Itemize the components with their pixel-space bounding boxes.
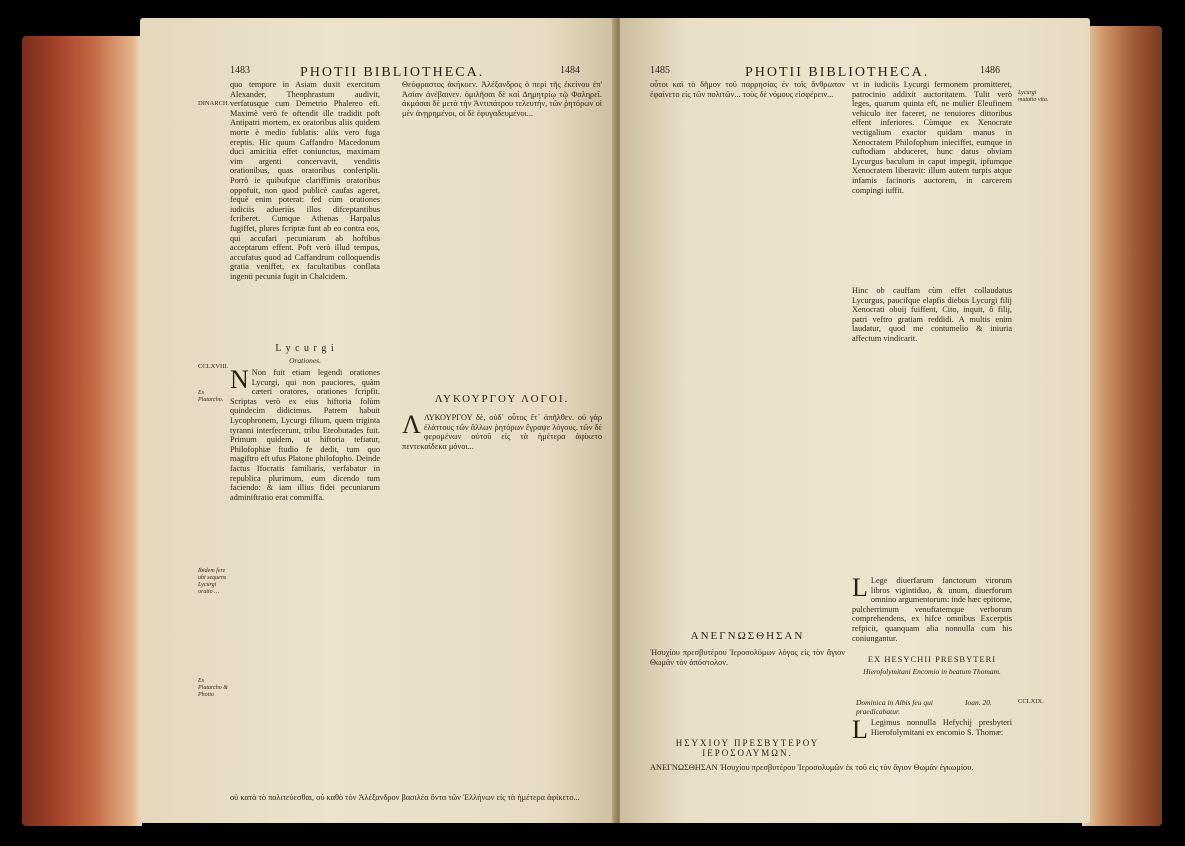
left-footer-text: οὐ κατὰ τὸ πολιτεύεσθαι, οὐ καθὸ τὸν Ἀλέξανδρον βασιλέα ὄντα τῶν Ἑλλήνων εἰς τὰ ἡμέτερα ἀφίκετο... bbox=[230, 793, 580, 802]
right-col2-number: 1486 bbox=[980, 65, 1000, 76]
right-running-head: PHOTII BIBLIOTHECA. bbox=[745, 65, 930, 80]
right-footer-text: ΑΝΕΓΝΩΣΘΗΣΑΝ Ἡσυχίου πρεσβυτέρου Ἱεροσολυμῶν ἐκ τοῦ εἰς τὸν ἅγιον Θωμᾶν ἐγκωμίου. bbox=[650, 763, 974, 772]
right-latin-column-4 bbox=[852, 715, 1012, 758]
right-greek-heading-2: ΗΣΥΧΙΟΥ ΠΡΕΣΒΥΤΕΡΟΥ ΙΕΡΟΣΟΛΥΜΩΝ. bbox=[675, 738, 820, 758]
ex-hesychii-subtitle: Hierofolymitani Encomio in beatum Thomam. bbox=[863, 667, 1001, 676]
left-col2-number: 1484 bbox=[560, 65, 580, 76]
left-running-head: PHOTII BIBLIOTHECA. bbox=[300, 65, 485, 80]
left-latin-para2: N Non fuit etiam legendi orationes Lycurgi, qui non pauciores, quàm cæteri oratores, orationes fcripfit. Scriptas verò ex eius hiftoria folùm quindecim didicimus. Patrem habuit Lycophronem, Lycurgi filium, quem triginta tyranni interfecerunt, tribu Eteobutades fuit. Primum quidem, ut hiftoria tefiatur, Philofophiæ ftudio fe dedit, tum quo magiftro eft ufus Platone philofopho. Deinde factus Ifocratis familiaris, verfabatur in republica plurimum, eum dicendo tum faciendo: & iam illius fidei pecuniarum adminiftratio erat commiffa. bbox=[230, 365, 380, 502]
right-greek-text-2: Ἡσυχίου πρεσβυτέρου Ἱεροσολύμων λόγος εἰς τὸν ἅγιον Θωμᾶν τὸν ἀπόστολον. bbox=[650, 648, 845, 667]
right-latin-para2: Hinc ob cauffam cùm effet collaudatus Lycurgus, paucifque elapfis diebus Lycurgi filij Xenocrati obuij fuiffent, Cito, inquit, ô filij, patri veftro gratiam reddidi. A multis enim laudatur, quod me contumelio & iniuria affectum vindicarit. bbox=[852, 286, 1012, 343]
right-latin-para3: L Lege diuerfarum fanctorum virorum libros vigintiduo, & unum, diuerforum omnino argumentorum: inde hæc epitome, pulcherrimum venuftatemque verborum comprehendens, ex hifce omnibus Excerptis refpicit, quanquam alia nonnulla cum his coniungantur. bbox=[852, 573, 1012, 643]
dropcap-n: N bbox=[230, 365, 249, 394]
left-page-edges bbox=[22, 36, 142, 826]
margin-note-ibidem: Ibidem fere ubi sequens Lycurgi oratio … bbox=[198, 568, 227, 595]
right-latin-column-2 bbox=[852, 286, 1012, 566]
dropcap-lambda: Λ bbox=[402, 410, 421, 439]
book-spread bbox=[22, 6, 1162, 838]
margin-ex-plutarcho: Ex Plutarcho. bbox=[198, 390, 224, 403]
left-col1-number: 1483 bbox=[230, 65, 250, 76]
lycurgi-title: L y c u r g i bbox=[275, 343, 335, 354]
right-latin-para1: vt in iudiciis Lycurgi fermonem promitteret, patrocinio addixit auctoritatem. Tulit verò leges, quarum quinta eft, ne mulier Eleufinem vehiculo iter faceret, ne tenuiores dittoribus effent inferiores. Cùmque ex Xenocrate vectigalium exactor quidam manus in Xenocratem Philofophum inieciffet, eumque in cuftodiam abduceret, hunc datus obviam Lycurgus baculum in caput impegit, ipfumque Xenocratem liberavit: illum autem turpis atque infamis facinoris auctorem, in carcerem compingi iuffit. bbox=[852, 80, 1012, 195]
rubric: Dominica in Albis feu qui praedicabatur. bbox=[856, 698, 933, 716]
margin-lycurgi: Lycurgi mutatio vita. bbox=[1018, 90, 1049, 103]
right-page bbox=[620, 18, 1090, 823]
left-greek-column bbox=[402, 80, 602, 380]
margin-note-plutarch-photio: Ex Plutarcho & Photio bbox=[198, 678, 228, 698]
lycurgi-subtitle: Orationes. bbox=[289, 356, 321, 365]
dropcap-l-2: L bbox=[852, 715, 868, 744]
right-greek-heading-1: ΑΝΕΓΝΩΣΘΗΣΑΝ bbox=[690, 630, 805, 642]
ex-hesychii-heading: EX HESYCHII PRESBYTERI bbox=[867, 654, 997, 664]
left-latin-para1: quo tempore in Asiam duxit exercitum Alexander, Theophrastum audivit, verfatusque cum Demetrio Phalereo eft. Maximè verò fe oftendit ille tradidit poft Antipatri mortem, ex oratoribus aliis quidem morte è medio fublatis: aliis vero fuga ereptis. Hic quum Caffandro Macedonum duci amicitia effet coniunctus, maximam vim argenti concervavit, venditis orationibus, quas oratoribus conferiplit. Porrò ie quibufque clariffimis oratoribus oppofuit, non quod publicè caufas ageret, fequè enim poterat: fed cùm orationes iudiciis adueriùs illos difceptantibus fcriberet. Cumque Athenas Harpalus fugiffet, plures fcriptæ funt ab eo contra eos, qui accufari pecuniarum ab hoftibus acceptarum effent. Poft verò illud tempus, accufatus quod ad Caffandrum colloquendis gratia veniffet, ex facultatibus conflata ingenti pecunia fugit in Chalcidem. bbox=[230, 80, 380, 281]
rubric-ref: Ioan. 20. bbox=[965, 698, 992, 707]
right-latin-column bbox=[852, 80, 1012, 280]
dropcap-l: L bbox=[852, 573, 868, 602]
right-greek-column-2 bbox=[650, 648, 845, 728]
right-latin-column-3 bbox=[852, 573, 1012, 646]
left-latin-column bbox=[230, 80, 380, 340]
left-page bbox=[140, 18, 616, 823]
margin-dinarch: DINARCH. bbox=[198, 100, 230, 107]
left-latin-column-2 bbox=[230, 365, 380, 798]
right-latin-para4: L Legimus nonnulla Hefychij presbyteri Hierofolymitani ex encomio S. Thomæ: bbox=[852, 715, 1012, 744]
left-greek-column-2 bbox=[402, 410, 602, 773]
margin-cclxix: CCLXIX. bbox=[1018, 698, 1044, 705]
right-greek-column bbox=[650, 80, 845, 620]
left-footer-greek bbox=[230, 793, 602, 818]
left-greek-text-1: Θεόφραστος ἀκήκοεν. Ἀλέξανδρος ὁ περὶ τῆς ἐκείνου ἐπ' Ἀσίαν ἀνέβαινεν. ὁμιλῆσαι δὲ καὶ Δημητρίῳ τῷ Φαληρεῖ. ἀκμάσαι δὲ μετὰ τὴν Ἀντιπάτρου τελευτήν, τῶν ῥητόρων οἱ μὲν ἀνῃρημένοι, οἱ δὲ ἐφυγαδευμένοι... bbox=[402, 80, 602, 118]
margin-cclxviii: CCLXVIII. bbox=[198, 363, 229, 370]
right-col1-number: 1485 bbox=[650, 65, 670, 76]
left-greek-text-2: ΛΛΥΚΟΥΡΓΟΥ δὲ, οὐδ᾽ οὗτος ἔτ᾽ ἀπῆλθεν. οὐ γὰρ ἐλάττους τῶν ἄλλων ῥητόρων ἔγραψε λόγους. τῶν δὲ φερομένων αὐτοῦ εἰς τὰ ἡμέτερα ἀφίκετο πεντεκαίδεκα μόνοι... bbox=[402, 410, 602, 451]
right-greek-text-1: οὗτοι καὶ τὸ δῆμον τοῦ παρρησίας ἐν τοῖς ἄνθρωπον ἐφαίνετο εἰς τῶν πολιτῶν... τοὺς δὲ νόμους εἰσφέρειν... bbox=[650, 80, 845, 99]
greek-column-title: ΛΥΚΟΥΡΓΟΥ ΛΟΓΟΙ. bbox=[434, 393, 570, 405]
right-page-edges bbox=[1082, 26, 1162, 826]
right-footer-greek bbox=[650, 763, 1012, 803]
